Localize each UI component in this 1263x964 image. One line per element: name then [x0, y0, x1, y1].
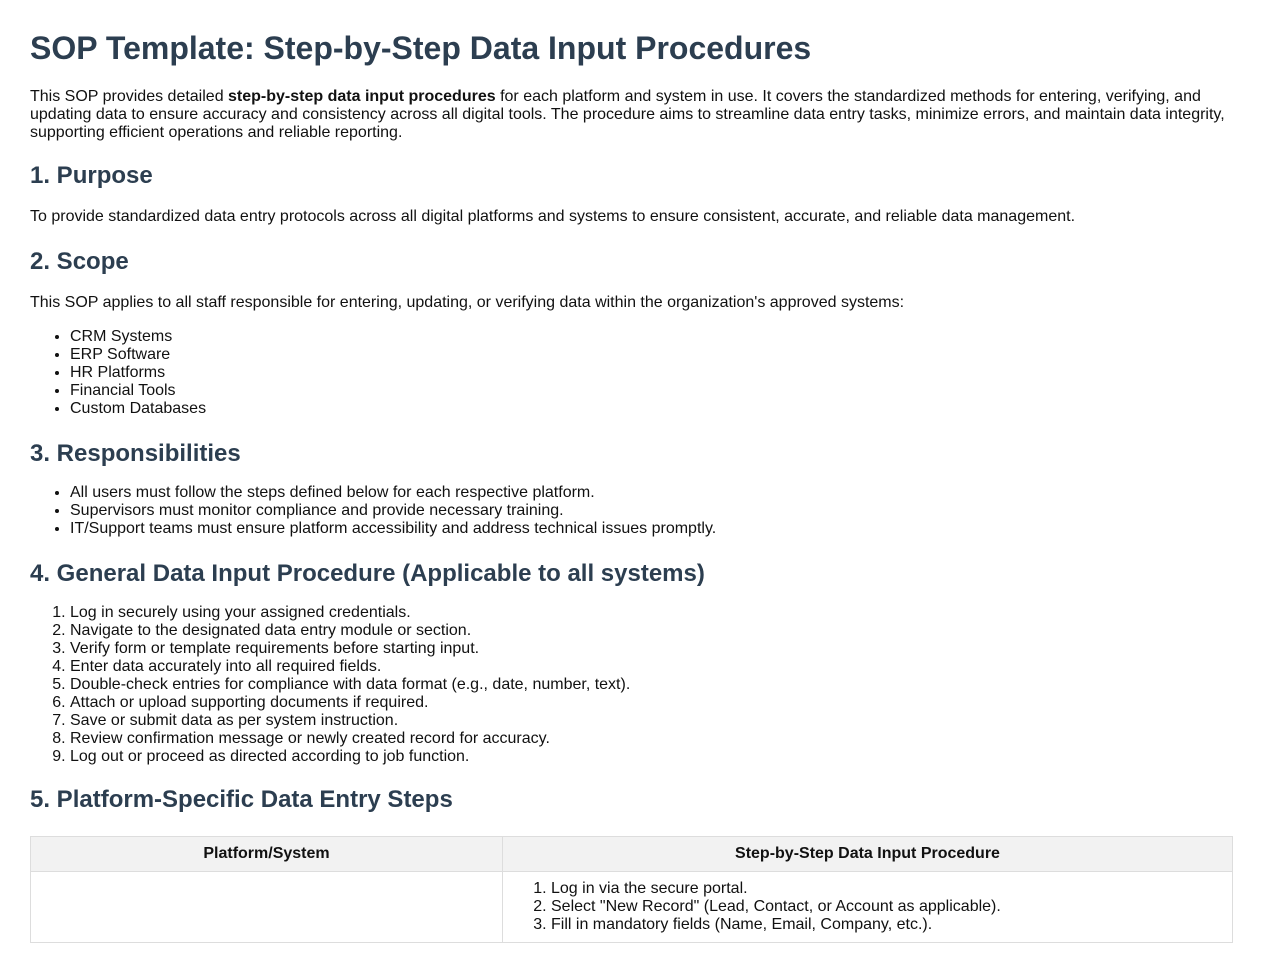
scope-item-crm: • CRM Systems	[70, 328, 1233, 346]
scope-heading: 2. Scope	[30, 248, 129, 275]
responsibilities-heading: 3. Responsibilities	[30, 440, 241, 467]
table-row	[31, 872, 1233, 943]
column-header-procedure: Step-by-Step Data Input Procedure	[503, 837, 1233, 872]
scope-list	[30, 328, 1233, 418]
general-step: 1. Log in securely using your assigned credentials.	[70, 604, 1233, 622]
procedure-cell	[503, 872, 1233, 943]
responsibilities-list	[30, 484, 1233, 538]
scope-item-financial: • Financial Tools	[70, 382, 1233, 400]
responsibility-item: • Supervisors must monitor compliance and provide necessary training.	[70, 502, 1233, 520]
responsibility-item: • All users must follow the steps defined below for each respective platform.	[70, 484, 1233, 502]
general-step: 6. Attach or upload supporting documents if required.	[70, 694, 1233, 712]
platform-steps-heading: 5. Platform-Specific Data Entry Steps	[30, 786, 453, 813]
general-step: 9. Log out or proceed as directed according to job function.	[70, 748, 1233, 766]
intro-text-after: for each platform and system in use. It covers the standardized methods for entering, verifying, and updating data to ensure accuracy and consistency across all digital tools. The procedure aims to streamline data entry tasks, minimize errors, and maintain data integrity, supporting efficient operations and reliable reporting.	[30, 88, 1225, 141]
general-procedure-heading: 4. General Data Input Procedure (Applicable to all systems)	[30, 560, 705, 587]
scope-item-custom-db: • Custom Databases	[70, 400, 1233, 418]
intro-paragraph	[30, 88, 1233, 142]
page-title: SOP Template: Step-by-Step Data Input Procedures	[30, 30, 812, 66]
platform-steps-table	[30, 836, 1233, 943]
platform-step: 3. Fill in mandatory fields (Name, Email, Company, etc.).	[551, 916, 1224, 934]
general-step: 7. Save or submit data as per system instruction.	[70, 712, 1233, 730]
general-step: 8. Review confirmation message or newly created record for accuracy.	[70, 730, 1233, 748]
purpose-heading: 1. Purpose	[30, 162, 153, 189]
general-step: 4. Enter data accurately into all required fields.	[70, 658, 1233, 676]
column-header-platform: Platform/System	[31, 837, 503, 872]
intro-text-before: This SOP provides detailed	[30, 88, 229, 105]
table-header-row	[31, 837, 1233, 872]
responsibility-item: • IT/Support teams must ensure platform accessibility and address technical issues promptly.	[70, 520, 1233, 538]
platform-step: 1. Log in via the secure portal.	[551, 880, 1224, 898]
general-step: 5. Double-check entries for compliance with data format (e.g., date, number, text).	[70, 676, 1233, 694]
platform-cell	[31, 872, 503, 943]
general-step: 3. Verify form or template requirements before starting input.	[70, 640, 1233, 658]
general-step: 2. Navigate to the designated data entry module or section.	[70, 622, 1233, 640]
intro-text-bold: step-by-step data input procedures	[228, 88, 496, 105]
purpose-text: To provide standardized data entry protocols across all digital platforms and systems to ensure consistent, accurate, and reliable data management.	[30, 208, 1076, 225]
general-procedure-list	[30, 604, 1233, 766]
scope-item-erp: • ERP Software	[70, 346, 1233, 364]
platform-step: 2. Select "New Record" (Lead, Contact, or Account as applicable).	[551, 898, 1224, 916]
scope-text: This SOP applies to all staff responsible for entering, updating, or verifying data within the organization's approved systems:	[30, 294, 905, 311]
document-page	[0, 30, 1263, 943]
scope-item-hr: • HR Platforms	[70, 364, 1233, 382]
platform-step-list	[511, 880, 1224, 934]
